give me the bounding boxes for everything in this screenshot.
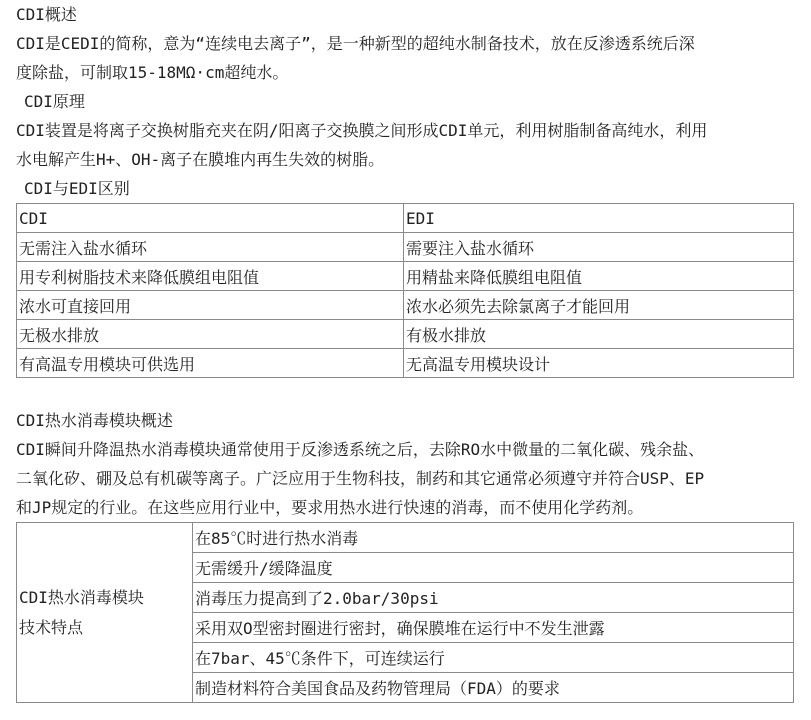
- principle-line-2: 水电解产生H+、OH-离子在膜堆内再生失效的树脂。: [16, 150, 385, 169]
- cdi-cell: 无需注入盐水循环: [17, 233, 404, 262]
- feature-item: 制造材料符合美国食品及药物管理局（FDA）的要求: [193, 673, 794, 703]
- feature-item: 消毒压力提高到了2.0bar/30psi: [193, 583, 794, 613]
- table-row: [17, 523, 794, 553]
- cdi-cell: 有高温专用模块可供选用: [17, 349, 404, 378]
- overview-line-2: 度除盐，可制取15-18MΩ·cm超纯水。: [16, 63, 289, 82]
- features-table: [16, 522, 794, 703]
- features-title-line-2: 技术特点: [19, 617, 84, 637]
- column-header-cdi: CDI: [17, 204, 404, 233]
- edi-cell: 有极水排放: [404, 320, 794, 349]
- feature-item: 无需缓升/缓降温度: [193, 553, 794, 583]
- features-title-cell: [17, 523, 193, 703]
- comparison-heading: CDI与EDI区别: [24, 179, 130, 198]
- table-row: [17, 233, 794, 262]
- feature-item: 在7bar、45℃条件下，可连续运行: [193, 643, 794, 673]
- table-row: [17, 262, 794, 291]
- table-row: [17, 291, 794, 320]
- hot-water-heading: CDI热水消毒模块概述: [16, 411, 173, 430]
- column-header-edi: EDI: [404, 204, 794, 233]
- principle-paragraph: [16, 116, 801, 174]
- cdi-cell: 浓水可直接回用: [17, 291, 404, 320]
- table-row: [17, 349, 794, 378]
- feature-item: 在85℃时进行热水消毒: [193, 523, 794, 553]
- table-row: [17, 320, 794, 349]
- overview-paragraph: [16, 29, 801, 87]
- overview-heading: CDI概述: [16, 5, 77, 24]
- principle-heading: CDI原理: [24, 92, 85, 111]
- overview-line-1: CDI是CEDI的简称，意为“连续电去离子”，是一种新型的超纯水制备技术，放在反渗透系统后深: [16, 34, 695, 53]
- hot-water-line-1: CDI瞬间升降温热水消毒模块通常使用于反渗透系统之后，去除RO水中微量的二氧化碳、残余盐、: [16, 440, 705, 459]
- cdi-cell: 用专利树脂技术来降低膜组电阻值: [17, 262, 404, 291]
- edi-cell: 需要注入盐水循环: [404, 233, 794, 262]
- cdi-cell: 无极水排放: [17, 320, 404, 349]
- edi-cell: 用精盐来降低膜组电阻值: [404, 262, 794, 291]
- edi-cell: 浓水必须先去除氯离子才能回用: [404, 291, 794, 320]
- comparison-header-row: [17, 204, 794, 233]
- hot-water-paragraph: [16, 435, 801, 522]
- feature-item: 采用双O型密封圈进行密封，确保膜堆在运行中不发生泄露: [193, 613, 794, 643]
- comparison-table: [16, 203, 794, 378]
- principle-line-1: CDI装置是将离子交换树脂充夹在阴/阳离子交换膜之间形成CDI单元，利用树脂制备高纯水，利用: [16, 121, 708, 140]
- section-spacer: [16, 378, 811, 406]
- edi-cell: 无高温专用模块设计: [404, 349, 794, 378]
- features-title-line-1: CDI热水消毒模块: [19, 587, 144, 607]
- hot-water-line-3: 和JP规定的行业。在这些应用行业中，要求用热水进行快速的消毒，而不使用化学药剂。: [16, 498, 644, 517]
- hot-water-line-2: 二氧化矽、硼及总有机碳等离子。广泛应用于生物科技，制药和其它通常必须遵守并符合USP、EP: [16, 469, 705, 488]
